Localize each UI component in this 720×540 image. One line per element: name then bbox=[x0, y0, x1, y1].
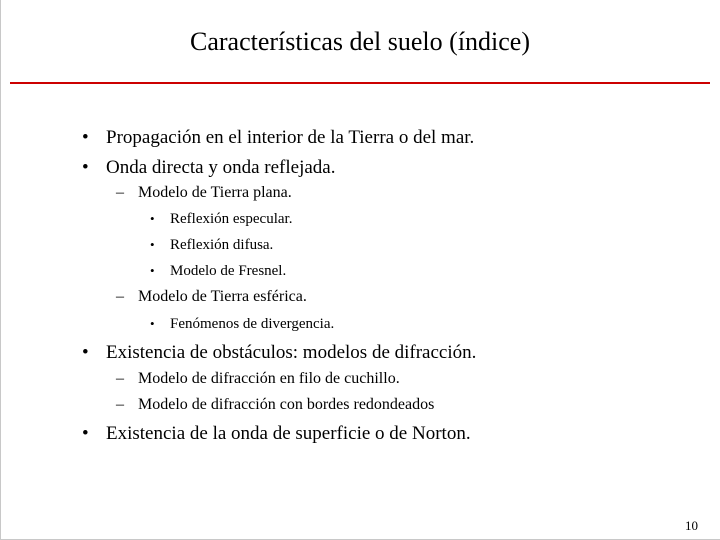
sub-sub-bullet-text: Fenómenos de divergencia. bbox=[170, 316, 335, 332]
bullet-text: Existencia de obstáculos: modelos de difracción. bbox=[106, 342, 477, 363]
bullet-marker: • bbox=[150, 316, 155, 331]
bullet-marker: • bbox=[82, 423, 89, 444]
bullet-text: Propagación en el interior de la Tierra o del mar. bbox=[106, 127, 475, 148]
bullet-text: Existencia de la onda de superficie o de Norton. bbox=[106, 423, 471, 444]
sub-bullet-text: Modelo de Tierra esférica. bbox=[138, 288, 307, 305]
bullet-marker: • bbox=[150, 211, 155, 226]
bullet-marker: • bbox=[150, 237, 155, 252]
dash-marker: – bbox=[116, 184, 124, 201]
dash-marker: – bbox=[116, 288, 124, 305]
dash-marker: – bbox=[116, 396, 124, 413]
sub-bullet-text: Modelo de Tierra plana. bbox=[138, 184, 292, 201]
bullet-marker: • bbox=[82, 157, 89, 178]
bullet-marker: • bbox=[150, 263, 155, 278]
slide-title: Características del suelo (índice) bbox=[189, 27, 531, 56]
sub-bullet-text: Modelo de difracción con bordes redondeados bbox=[138, 396, 435, 413]
bullet-text: Onda directa y onda reflejada. bbox=[106, 157, 336, 178]
bullet-marker: • bbox=[82, 342, 89, 363]
sub-sub-bullet-text: Reflexión especular. bbox=[170, 211, 293, 227]
sub-sub-bullet-text: Modelo de Fresnel. bbox=[170, 263, 287, 279]
bullet-marker: • bbox=[82, 127, 89, 148]
sub-bullet-text: Modelo de difracción en filo de cuchillo. bbox=[138, 370, 400, 387]
dash-marker: – bbox=[116, 370, 124, 387]
sub-sub-bullet-text: Reflexión difusa. bbox=[170, 237, 274, 253]
page-number: 10 bbox=[685, 518, 698, 533]
